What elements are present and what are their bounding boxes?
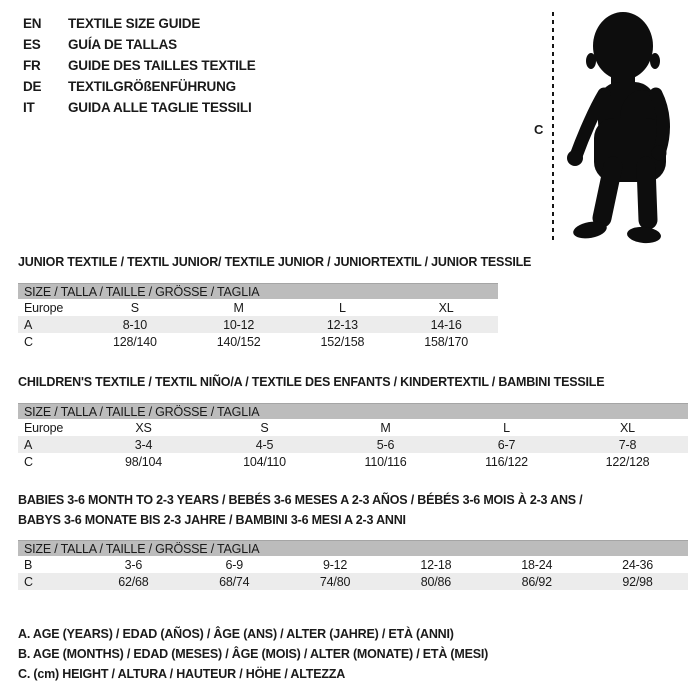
size-value: 158/170 [424,334,469,349]
size-row [18,573,688,590]
size-value: 110/116 [364,454,407,469]
size-value: M [233,300,244,315]
size-value: 7-8 [618,437,637,452]
legend-line: B. AGE (MONTHS) / EDAD (MESES) / ÂGE (MOIS) / ALTER (MONATE) / ETÀ (MESI) [18,647,489,661]
row-label: Europe [24,420,64,435]
language-row [23,97,256,118]
size-value: S [260,420,269,435]
section-junior-textile [18,252,531,350]
language-title: GUIDE DES TAILLES TEXTILE [68,58,256,73]
size-value: L [338,300,346,315]
row-label: A [24,317,33,332]
section-title [18,372,688,392]
legend-line: A. AGE (YEARS) / EDAD (AÑOS) / ÂGE (ANS) / ALTER (JAHRE) / ETÀ (ANNI) [18,627,454,641]
size-row [18,556,688,573]
size-value: 116/122 [485,454,528,469]
size-table-header: SIZE / TALLA / TAILLE / GRÖSSE / TAGLIA [18,540,688,556]
language-code: ES [23,37,41,52]
section-title-line: JUNIOR TEXTILE / TEXTIL JUNIOR/ TEXTILE JUNIOR / JUNIORTEXTIL / JUNIOR TESSILE [18,255,532,269]
size-value: 4-5 [255,437,274,452]
size-value: 6-9 [225,557,243,572]
size-value: 80/86 [420,574,452,589]
size-value: XL [438,300,454,315]
section-babies-textile [18,490,688,590]
size-table-header: SIZE / TALLA / TAILLE / GRÖSSE / TAGLIA [18,403,688,419]
size-value: 5-6 [376,437,395,452]
language-row [23,55,256,76]
size-value: 3-6 [124,557,143,572]
size-value: 122/128 [605,454,650,469]
size-value: 128/140 [112,334,157,349]
size-value: 62/68 [118,574,149,589]
size-value: 10-12 [223,317,255,332]
language-row [23,76,256,97]
language-title-list [23,13,256,118]
language-code: IT [23,100,35,115]
section-childrens-textile [18,372,688,470]
size-value: L [503,420,510,435]
size-value: 3-4 [134,437,153,452]
size-value: 68/74 [219,574,250,589]
size-value: 140/152 [216,334,261,349]
row-label: C [24,574,33,589]
size-value: 14-16 [430,317,462,332]
legend [18,624,488,684]
size-row [18,299,498,316]
size-value: 12-18 [420,557,452,572]
size-value: 92/98 [622,574,653,589]
size-value: S [130,300,139,315]
language-code: EN [23,16,42,31]
size-row [18,419,688,436]
size-row [18,333,498,350]
language-title: GUIDA ALLE TAGLIE TESSILI [68,100,252,115]
legend-line: C. (cm) HEIGHT / ALTURA / HAUTEUR / HÖHE / ALTEZZA [18,667,346,681]
size-value: 104/110 [243,454,286,469]
size-value: 18-24 [521,557,553,572]
size-value: 152/158 [320,334,365,349]
language-row [23,34,256,55]
section-title-line: BABYS 3-6 MONATE BIS 2-3 JAHRE / BAMBINI 3-6 MESI A 2-3 ANNI [18,513,406,527]
language-title: TEXTILE SIZE GUIDE [68,16,201,31]
language-title: TEXTILGRÖßENFÜHRUNG [68,79,236,94]
language-code: FR [23,58,41,73]
row-label: A [24,437,33,452]
size-value: XL [620,420,635,435]
toddler-silhouette-icon [562,6,700,248]
height-measure-label: C [534,122,544,137]
size-value: 74/80 [319,574,351,589]
language-code: DE [23,79,42,94]
row-label: C [24,334,33,349]
language-title: GUÍA DE TALLAS [68,37,177,52]
size-value: 24-36 [622,557,654,572]
section-title [18,252,531,272]
size-value: 12-13 [326,317,358,332]
section-title-line: BABIES 3-6 MONTH TO 2-3 YEARS / BEBÉS 3-6 MESES A 2-3 AÑOS / BÉBÉS 3-6 MOIS À 2-3 ANS / [18,493,583,507]
language-row [23,13,256,34]
height-measure-line [552,12,554,244]
size-value: 86/92 [521,574,552,589]
junior-size-table [18,283,498,350]
row-label: Europe [24,300,64,315]
size-row [18,453,688,470]
size-value: 98/104 [124,454,163,469]
height-figure [528,6,700,248]
size-value: 8-10 [122,317,147,332]
section-title-line: CHILDREN'S TEXTILE / TEXTIL NIÑO/A / TEXTILE DES ENFANTS / KINDERTEXTIL / BAMBINI TESSILE [18,375,605,389]
size-value: 6-7 [497,437,516,452]
size-value: XS [135,420,152,435]
babies-size-table [18,540,688,590]
row-label: B [24,557,33,572]
childrens-size-table [18,403,688,470]
size-value: M [380,420,391,435]
size-value: 9-12 [322,557,348,572]
row-label: C [24,454,33,469]
size-row [18,436,688,453]
section-title [18,490,688,530]
size-row [18,316,498,333]
size-table-header: SIZE / TALLA / TAILLE / GRÖSSE / TAGLIA [18,283,498,299]
